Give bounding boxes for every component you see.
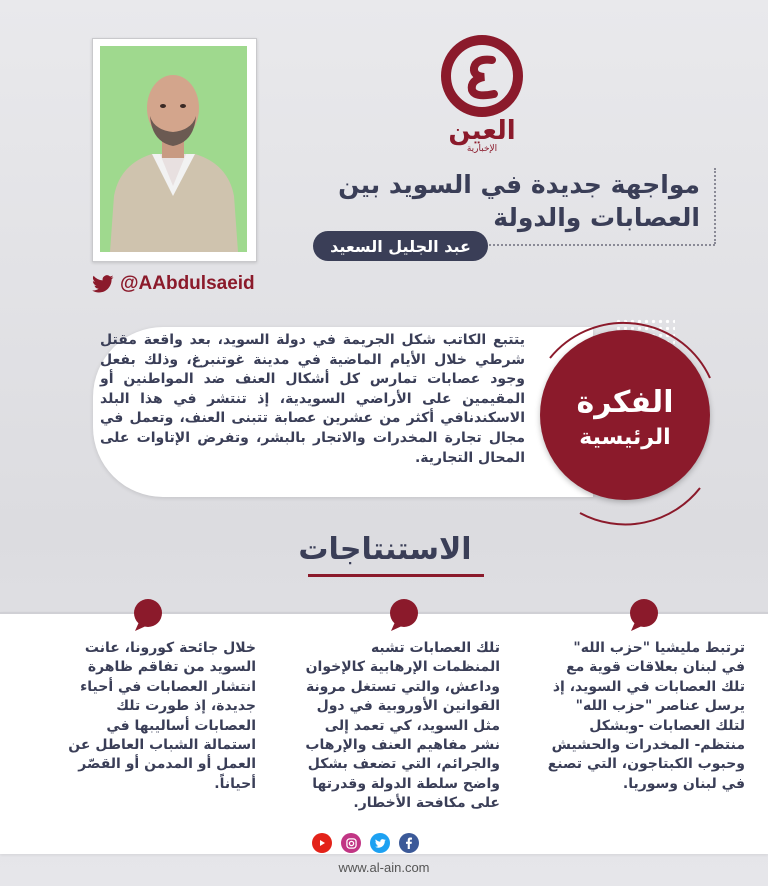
author-social-handle[interactable] bbox=[92, 273, 262, 295]
article-title-line-1: مواجهة جديدة في السويد بين bbox=[338, 170, 700, 199]
conclusion-item-1: ترتبط مليشيا "حزب الله" في لبنان بعلاقات قوية مع تلك العصابات في السويد، إذ يرسل عناصر "حزب الله" لتلك العصابات -وبشكل منتظم- المخدرات والحشيش وحبوب الكبتاجون، التي تصنع في لبنان وسوريا. bbox=[547, 640, 745, 792]
brand-name: العين bbox=[448, 116, 516, 146]
speech-bubble-icon bbox=[131, 598, 165, 632]
speech-bubble-icon bbox=[627, 598, 661, 632]
twitter-icon bbox=[92, 275, 114, 293]
author-photo bbox=[100, 46, 247, 252]
al-ain-logo-icon bbox=[440, 34, 524, 118]
article-title bbox=[300, 168, 700, 234]
conclusions-heading: الاستنتاجات bbox=[298, 532, 472, 567]
facebook-icon[interactable] bbox=[399, 833, 419, 853]
website-link[interactable]: www.al-ain.com bbox=[338, 860, 430, 875]
speech-bubble-icon bbox=[387, 598, 421, 632]
main-idea-heading: الفكرة bbox=[576, 385, 674, 420]
conclusion-item-3: خلال جائحة كورونا، عانت السويد من تفاقم ظاهرة انتشار العصابات في أحياء جديدة، إذ طورت تلك العصابات أساليبها في استمالة الشباب العاطل عن العمل أو المدمن أو القصّر أحياناً. bbox=[68, 640, 256, 792]
article-title-line-2: العصابات والدولة bbox=[493, 203, 700, 232]
author-name-badge: عبد الجليل السعيد bbox=[313, 231, 488, 261]
conclusion-item-2: تلك العصابات تشبه المنظمات الإرهابية كالإخوان وداعش، والتي تستغل مرونة القوانين الأوروبية في دول مثل السويد، كي تعمد إلى نشر مفاهيم العنف والإرهاب والجرائم، التي تضعف بشكل واضح سلطة الدولة وقدرتها على مكافحة الأخطار. bbox=[305, 640, 500, 812]
youtube-icon[interactable] bbox=[312, 833, 332, 853]
main-idea-text: يتتبع الكاتب شكل الجريمة في دولة السويد، بعد واقعة مقتل شرطي خلال الأيام الماضية في مدينة غوتنبرغ، وذلك بفعل وجود عصابات تمارس كل أشكال العنف ضد المواطنين أو المقيمين على الأراضي السويدية، إذ تنتشر في هذا البلد الاسكندنافي أكثر من عشرين عصابة تتبنى العنف، وتعمل في مجال تجارة المخدرات والاتجار بالبشر، وتفرض الإتاوات على المحال التجارية. bbox=[100, 332, 525, 466]
brand-subtitle: الإخبارية bbox=[466, 144, 498, 154]
twitter-icon[interactable] bbox=[370, 833, 390, 853]
main-idea-subheading: الرئيسية bbox=[579, 425, 671, 450]
conclusions-underline bbox=[308, 574, 484, 577]
twitter-handle: @AAbdulsaeid bbox=[120, 273, 255, 294]
social-links bbox=[312, 833, 419, 853]
title-divider-vertical bbox=[714, 168, 716, 244]
title-divider-horizontal bbox=[470, 244, 715, 246]
instagram-icon[interactable] bbox=[341, 833, 361, 853]
